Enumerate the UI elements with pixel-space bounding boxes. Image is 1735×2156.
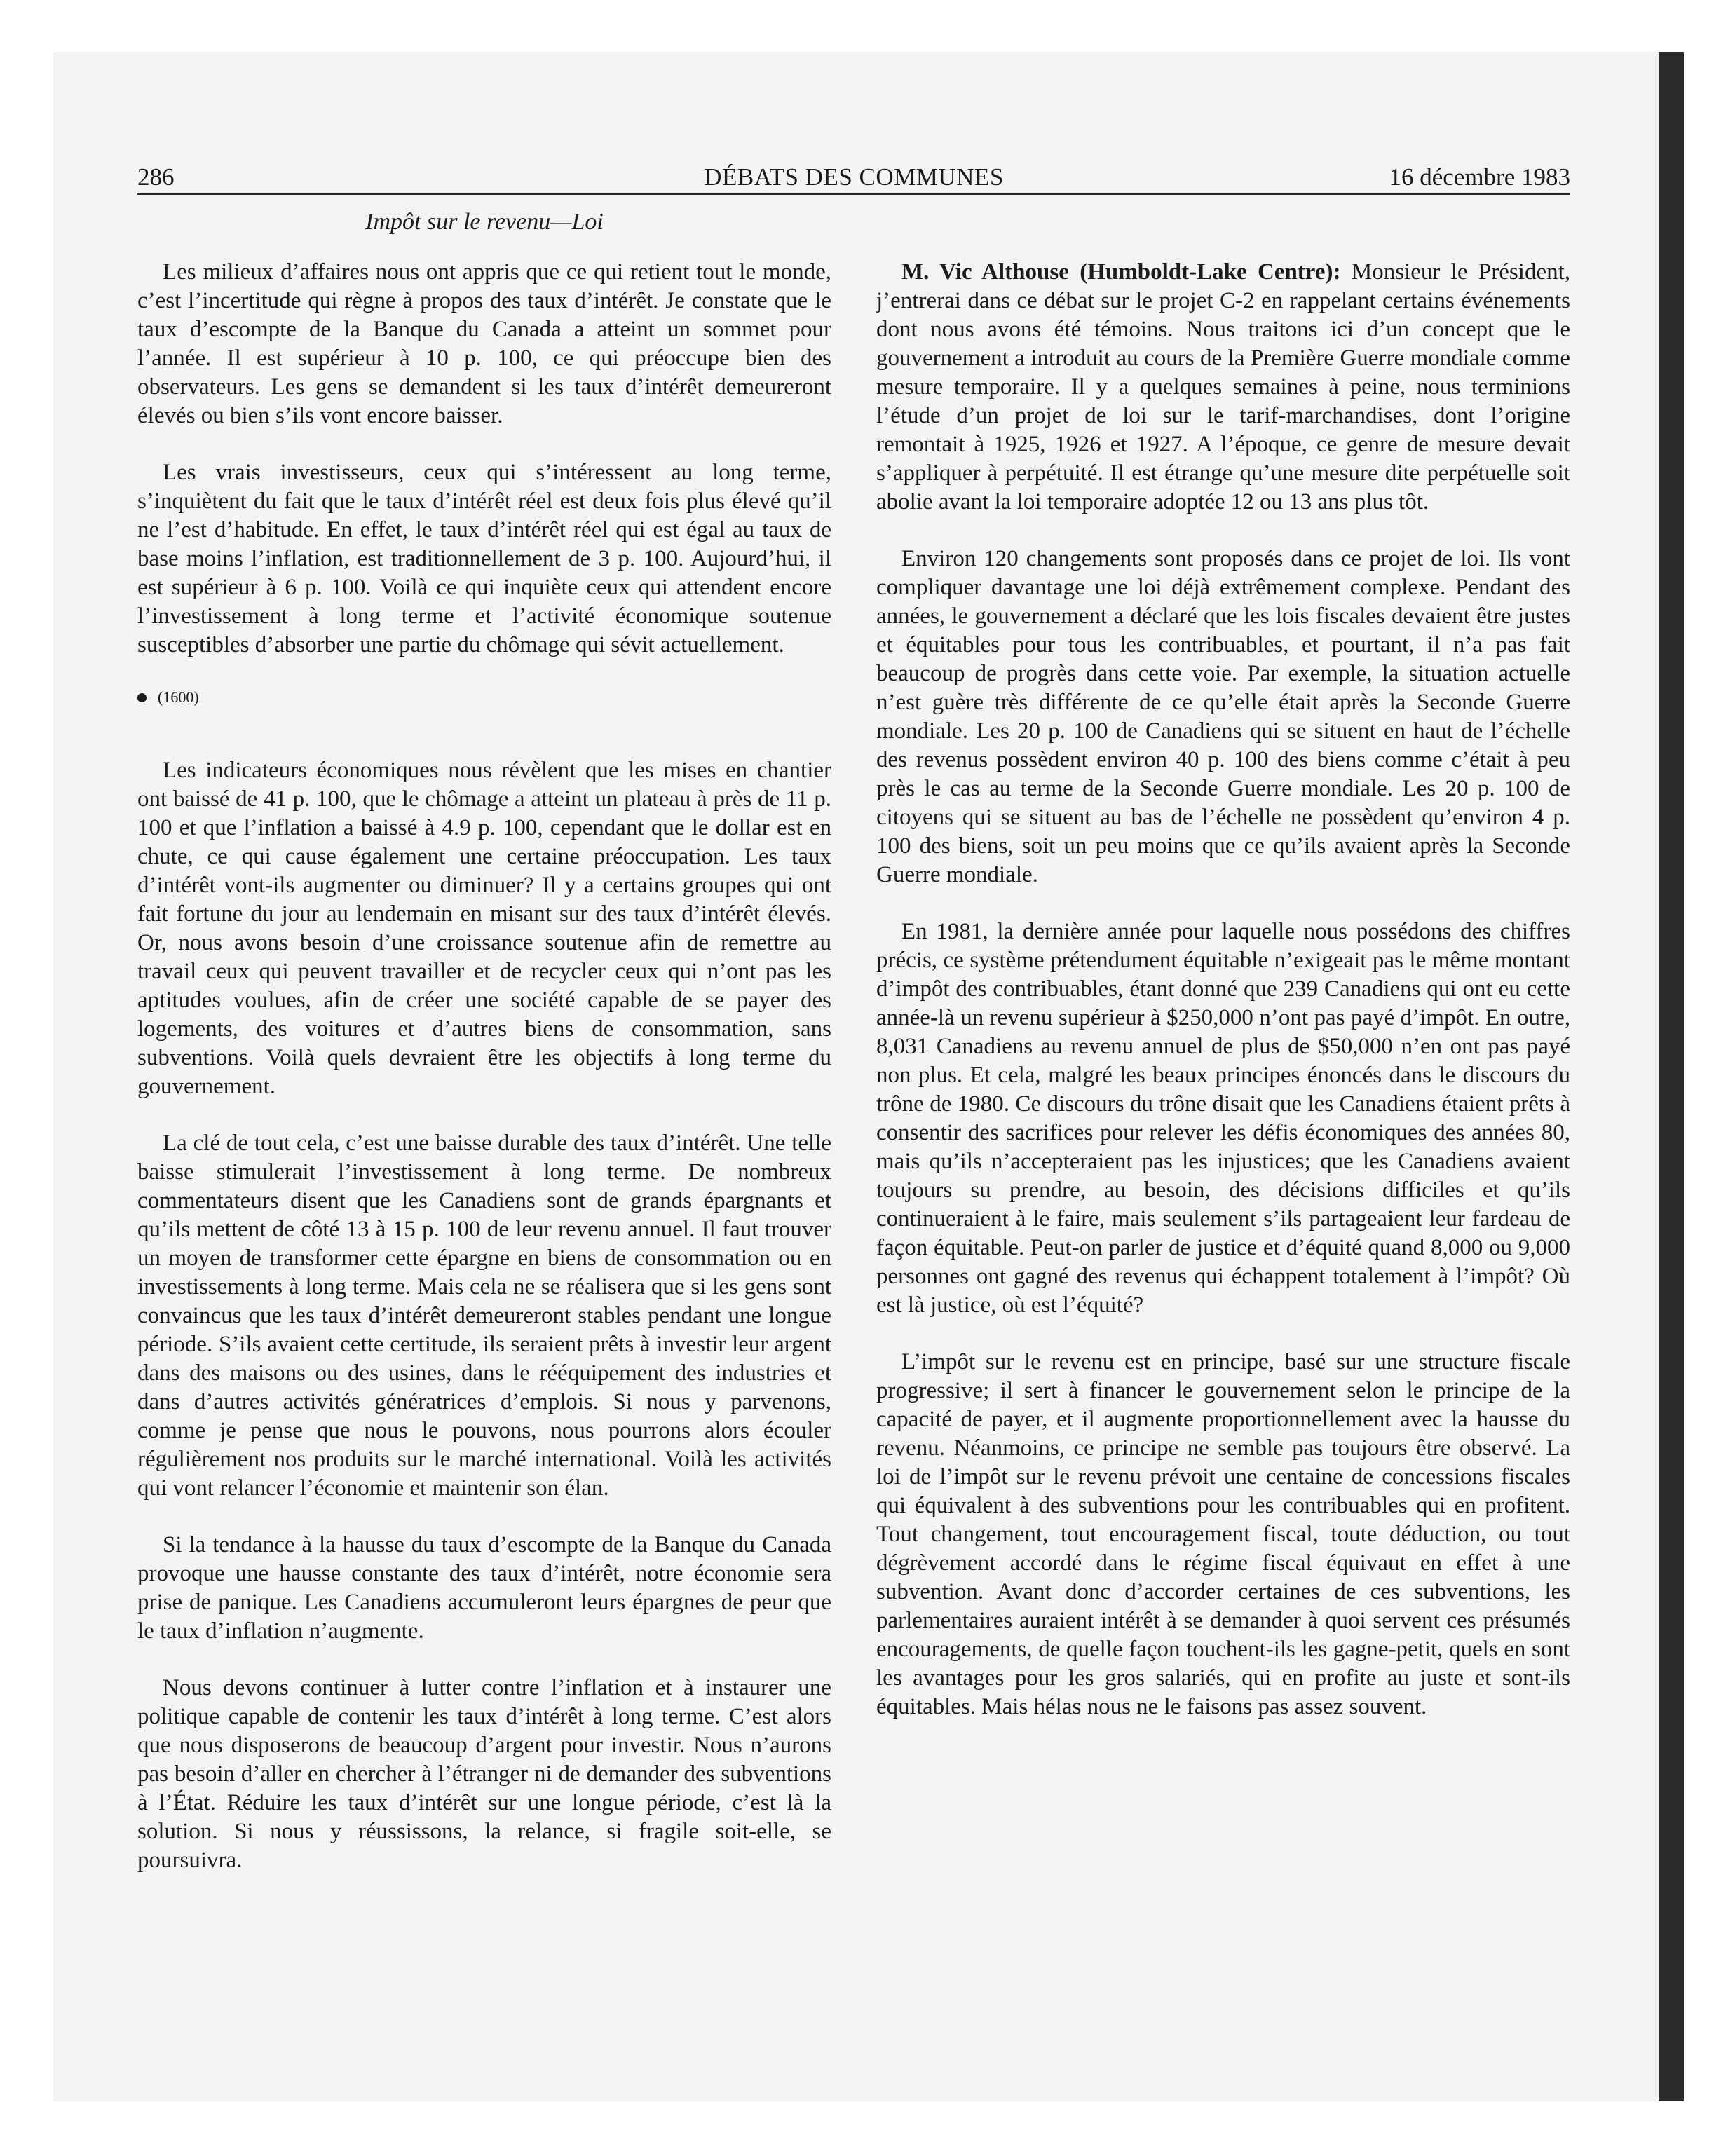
paragraph: Environ 120 changements sont proposés dans ce projet de loi. Ils vont compliquer davantage une loi déjà extrêmement complexe. Pendant des années, le gouvernement a déclaré que les lois fiscales devaient être justes et équitables pour tous les contribuables, et pourtant, il n’a pas fait beaucoup de progrès dans cette voie. Par exemple, la situation actuelle n’est guère très différente de ce qu’elle était après la Seconde Guerre mondiale. Les 20 p. 100 de Canadiens qui se situent en haut de l’échelle des revenus possèdent environ 40 p. 100 des biens comme c’était à peu près le cas au terme de la Seconde Guerre mondiale. Les 20 p. 100 de citoyens qui se situent au bas de l’échelle ne possèdent qu’environ 4 p. 100 des biens, soit un peu moins que ce qu’ils avaient après la Seconde Guerre mondiale.: [876, 546, 1570, 887]
bullet-icon: [137, 693, 147, 702]
paragraph: L’impôt sur le revenu est en principe, basé sur une structure fiscale progressive; il sert à financer le gouvernement selon le principe de la capacité de payer, et il augmente proportionnellement avec la hausse du revenu. Néanmoins, ce principe ne semble pas toujours être observé. La loi de l’impôt sur le revenu prévoit une centaine de concessions fiscales qui équivalent à des subventions pour les contribuables qui en profitent. Tout changement, tout encouragement fiscal, toute déduction, ou tout dégrèvement accordé dans le régime fiscal équivaut en effet à une subvention. Avant donc d’accorder certaines de ces subventions, les parlementaires auraient intérêt à se demander à quoi servent ces présumés encouragements, de quelle façon touchent-ils les gagne-petit, quels en sont les avantages pour les gros salariés, qui en profite au juste et sont-ils équitables. Mais hélas nous ne le faisons pas assez souvent.: [876, 1349, 1570, 1719]
speech-paragraph: [876, 258, 1570, 517]
document-page: [137, 160, 1570, 2066]
time-marker: [137, 688, 831, 707]
paragraph: Nous devons continuer à lutter contre l’inflation et à instaurer une politique capable de contenir les taux d’intérêt à long terme. C’est alors que nous disposerons de beaucoup d’argent pour investir. Nous n’aurons pas besoin d’aller en chercher à l’étranger ni de demander des subventions à l’État. Réduire les taux d’intérêt sur une longue période, c’est là la solution. Si nous y réussissons, la relance, si fragile soit-elle, se poursuivra.: [137, 1675, 831, 1873]
publication-date: 16 décembre 1983: [1389, 163, 1570, 191]
speaker-name: M. Vic Althouse (Humboldt-Lake Centre):: [901, 259, 1341, 285]
left-column: [137, 258, 831, 1903]
paragraph: En 1981, la dernière année pour laquelle nous possédons des chiffres précis, ce système prétendument équitable n’exigeait pas le même montant d’impôt des contribuables, étant donné que 239 Canadiens qui ont eu cette année-là un revenu supérieur à $250,000 n’ont pas payé d’impôt. En outre, 8,031 Canadiens au revenu annuel de plus de $50,000 n’en ont pas payé non plus. Et cela, malgré les beaux principes énoncés dans le discours du trône de 1980. Ce discours du trône disait que les Canadiens étaient prêts à consentir des sacrifices pour relever les défis économiques des années 80, mais qu’ils n’accepteraient pas les injustices; que les Canadiens avaient toujours su prendre, au besoin, des décisions difficiles et qu’ils continueraient à le faire, mais seulement s’ils partageaient leur fardeau de façon équitable. Peut-on parler de justice et d’équité quand 8,000 ou 9,000 personnes ont gagné des revenus qui échappent totalement à l’impôt? Où est là justice, où est l’équité?: [876, 919, 1570, 1318]
paragraph: Si la tendance à la hausse du taux d’escompte de la Banque du Canada provoque une hausse constante des taux d’intérêt, notre économie sera prise de panique. Les Canadiens accumuleront leurs épargnes de peur que le taux d’inflation n’augmente.: [137, 1532, 831, 1644]
publication-title: DÉBATS DES COMMUNES: [704, 163, 1004, 191]
time-marker-label: (1600): [158, 688, 199, 706]
page-number: 286: [137, 163, 175, 191]
speech-text: Monsieur le Président, j’entrerai dans ce débat sur le projet C-2 en rappelant certains événements dont nous avons été témoins. Nous traitons ici d’un concept que le gouvernement a introduit au cours de la Première Guerre mondiale comme mesure temporaire. Il y a quelques semaines à peine, nous terminions l’étude d’un projet de loi sur le tarif-marchandises, dont l’origine remontait à 1925, 1926 et 1927. A l’époque, ce genre de mesure devait s’appliquer à perpétuité. Il est étrange qu’une mesure dite perpétuelle soit abolie avant la loi temporaire adoptée 12 ou 13 ans plus tôt.: [876, 259, 1571, 514]
right-column: [876, 258, 1570, 1749]
paragraph: Les milieux d’affaires nous ont appris que ce qui retient tout le monde, c’est l’incertitude qui règne à propos des taux d’intérêt. Je constate que le taux d’escompte de la Banque du Canada a atteint un sommet pour l’année. Il est supérieur à 10 p. 100, ce qui préoccupe bien des observateurs. Les gens se demandent si les taux d’intérêt demeureront élevés ou bien s’ils vont encore baisser.: [137, 259, 831, 428]
scan-edge-shadow: [1659, 52, 1684, 2101]
section-title: Impôt sur le revenu—Loi: [365, 209, 604, 235]
paragraph: Les vrais investisseurs, ceux qui s’intéressent au long terme, s’inquiètent du fait que le taux d’intérêt réel est deux fois plus élevé qu’il ne l’est d’habitude. En effet, le taux d’intérêt réel qui est égal au taux de base moins l’inflation, est traditionnellement de 3 p. 100. Aujourd’hui, il est supérieur à 6 p. 100. Voilà ce qui inquiète ceux qui attendent encore l’investissement à long terme et l’activité économique soutenue susceptibles d’absorber une partie du chômage qui sévit actuellement.: [137, 460, 831, 657]
paragraph: Les indicateurs économiques nous révèlent que les mises en chantier ont baissé de 41 p. 100, que le chômage a atteint un plateau à près de 11 p. 100 et que l’inflation a baissé à 4.9 p. 100, cependant que le dollar est en chute, ce qui cause également une certaine préoccupation. Les taux d’intérêt vont-ils augmenter ou diminuer? Il y a certains groupes qui ont fait fortune du jour au lendemain en misant sur des taux d’intérêt élevés. Or, nous avons besoin d’une croissance soutenue afin de remettre au travail ceux qui peuvent travailler et de recycler ceux qui n’ont pas les aptitudes voulues, afin de créer une société capable de se payer des logements, des voitures et d’autres biens de consommation, sans subventions. Voilà quels devraient être les objectifs à long terme du gouvernement.: [137, 758, 831, 1099]
paragraph: La clé de tout cela, c’est une baisse durable des taux d’intérêt. Une telle baisse stimulerait l’investissement à long terme. De nombreux commentateurs disent que les Canadiens sont de grands épargnants et qu’ils mettent de côté 13 à 15 p. 100 de leur revenu annuel. Il faut trouver un moyen de transformer cette épargne en biens de consommation ou en investissements à long terme. Mais cela ne se réalisera que si les gens sont convaincus que les taux d’intérêt demeureront stables pendant une longue période. S’ils avaient cette certitude, ils seraient prêts à investir leur argent dans des maisons ou des usines, dans le rééquipement des industries et dans d’autres activités génératrices d’emplois. Si nous y parvenons, comme je pense que nous le pouvons, nous pourrons alors écouler régulièrement nos produits sur le marché international. Voilà les activités qui vont relancer l’économie et maintenir son élan.: [137, 1131, 831, 1501]
running-head: [137, 160, 1570, 195]
